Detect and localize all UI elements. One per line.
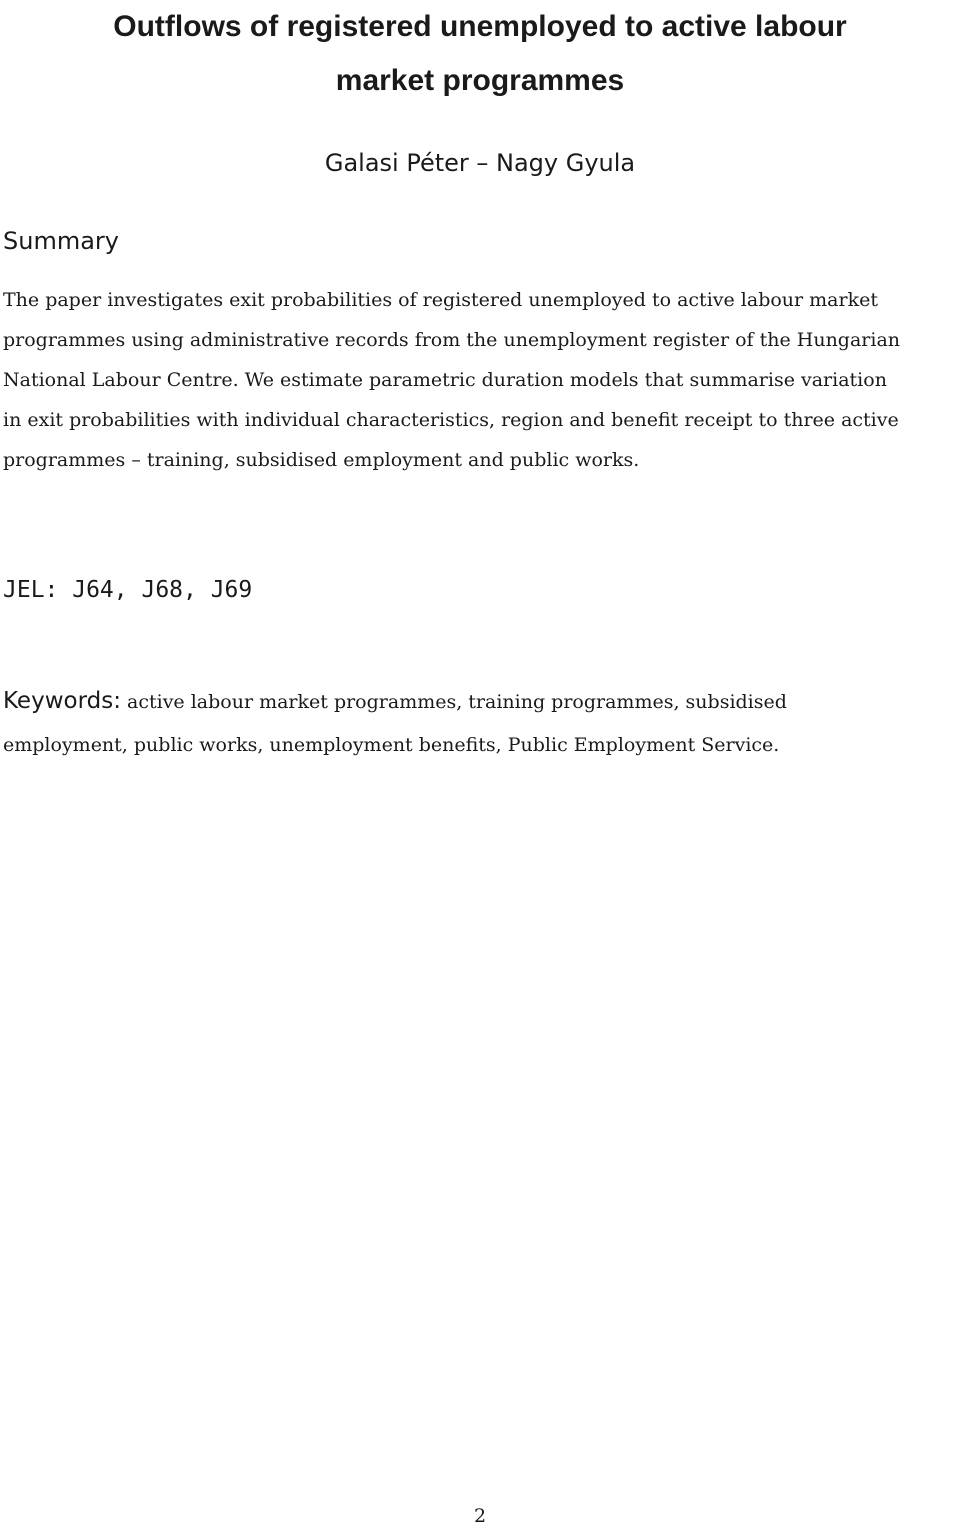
- summary-abstract: [3, 280, 960, 480]
- paper-title: [0, 0, 960, 108]
- jel-codes: JEL: J64, J68, J69: [3, 577, 253, 603]
- keywords-block: [3, 680, 960, 767]
- authors: Galasi Péter – Nagy Gyula: [324, 149, 636, 177]
- abstract-line: in exit probabilities with individual characteristics, region and benefit receipt to three active: [3, 409, 899, 431]
- page-number: 2: [473, 1505, 487, 1527]
- keywords-text-1: active labour market programmes, training programmes, subsidised: [127, 691, 787, 713]
- summary-heading: Summary: [3, 227, 119, 255]
- keywords-label: Keywords:: [3, 688, 121, 714]
- keywords-line-1: [3, 680, 960, 724]
- paper-title-line-1: Outflows of registered unemployed to active labour: [113, 10, 847, 43]
- abstract-line: National Labour Centre. We estimate parametric duration models that summarise variation: [3, 369, 887, 391]
- paper-title-line-2: market programmes: [335, 64, 625, 97]
- abstract-line: programmes using administrative records from the unemployment register of the Hungarian: [3, 329, 901, 351]
- abstract-line: The paper investigates exit probabilities of registered unemployed to active labour market: [3, 289, 878, 311]
- abstract-line: programmes – training, subsidised employment and public works.: [3, 449, 640, 471]
- keywords-text-2: employment, public works, unemployment benefits, Public Employment Service.: [3, 734, 780, 756]
